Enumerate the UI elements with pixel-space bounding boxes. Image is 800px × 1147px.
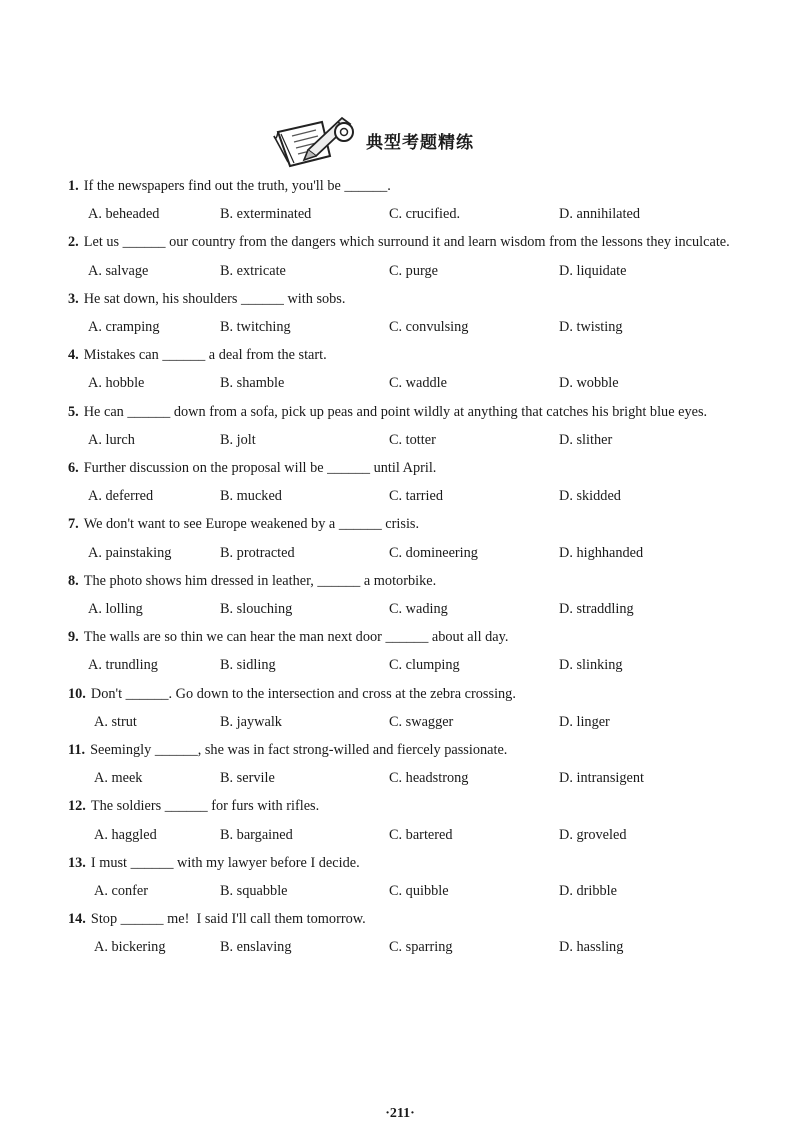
question-number: 10.: [68, 685, 86, 702]
option-d[interactable]: D. intransigent: [559, 770, 644, 787]
option-row: [68, 708, 758, 736]
question-stem: Don't ______. Go down to the intersection and cross at the zebra crossing.: [90, 685, 516, 702]
option-c[interactable]: C. convulsing: [389, 318, 469, 335]
option-d[interactable]: D. slinking: [559, 657, 623, 674]
option-a[interactable]: A. hobble: [88, 375, 145, 392]
option-b[interactable]: B. servile: [220, 770, 275, 787]
option-b[interactable]: B. sidling: [220, 657, 276, 674]
question-item: [68, 567, 758, 623]
question-item: [68, 736, 758, 792]
question-number: 13.: [68, 854, 86, 871]
question-stem: We don't want to see Europe weakened by a ______ crisis.: [83, 516, 420, 533]
question-item: [68, 228, 758, 284]
option-row: [68, 539, 758, 567]
option-c[interactable]: C. sparring: [389, 939, 453, 956]
question-number: 3.: [68, 290, 79, 307]
option-row: [68, 369, 758, 397]
option-c[interactable]: C. purge: [389, 262, 438, 279]
option-d[interactable]: D. hassling: [559, 939, 624, 956]
option-a[interactable]: A. salvage: [88, 262, 149, 279]
question-number: 7.: [68, 516, 79, 533]
question-stem: The walls are so thin we can hear the man next door ______ about all day.: [83, 629, 509, 646]
option-d[interactable]: D. twisting: [559, 318, 623, 335]
option-row: [68, 426, 758, 454]
question-item: [68, 285, 758, 341]
question-number: 11.: [68, 741, 86, 758]
option-c[interactable]: C. wading: [389, 600, 448, 617]
question-item: [68, 680, 758, 736]
notebook-pencil-icon: [270, 112, 358, 168]
question-stem: Stop ______ me! I said I'll call them tomorrow.: [90, 911, 366, 928]
option-a[interactable]: A. haggled: [94, 826, 157, 843]
question-number: 14.: [68, 911, 86, 928]
option-d[interactable]: D. dribble: [559, 882, 617, 899]
option-a[interactable]: A. deferred: [88, 488, 154, 505]
option-d[interactable]: D. highhanded: [559, 544, 644, 561]
question-item: [68, 172, 758, 228]
question-stem: Mistakes can ______ a deal from the start.: [83, 347, 327, 364]
option-d[interactable]: D. annihilated: [559, 206, 640, 223]
option-a[interactable]: A. meek: [94, 770, 143, 787]
question-number: 6.: [68, 459, 79, 476]
question-number: 12.: [68, 798, 86, 815]
option-b[interactable]: B. twitching: [220, 318, 291, 335]
question-stem: The soldiers ______ for furs with rifles.: [90, 798, 320, 815]
option-a[interactable]: A. lurch: [88, 431, 135, 448]
option-c[interactable]: C. quibble: [389, 882, 449, 899]
option-row: [68, 200, 758, 228]
question-item: [68, 398, 758, 454]
option-d[interactable]: D. slither: [559, 431, 613, 448]
option-b[interactable]: B. jaywalk: [220, 713, 282, 730]
question-item: [68, 454, 758, 510]
question-item: [68, 510, 758, 566]
option-a[interactable]: A. painstaking: [88, 544, 172, 561]
option-row: [68, 313, 758, 341]
option-a[interactable]: A. lolling: [88, 600, 143, 617]
question-item: [68, 792, 758, 848]
option-a[interactable]: A. confer: [94, 882, 148, 899]
option-row: [68, 877, 758, 905]
section-title: 典型考题精练: [366, 132, 474, 153]
option-a[interactable]: A. cramping: [88, 318, 160, 335]
option-a[interactable]: A. trundling: [88, 657, 158, 674]
option-c[interactable]: C. tarried: [389, 488, 443, 505]
question-item: [68, 849, 758, 905]
option-c[interactable]: C. swagger: [389, 713, 454, 730]
question-stem: Further discussion on the proposal will be ______ until April.: [83, 459, 437, 476]
option-row: [68, 821, 758, 849]
question-number: 8.: [68, 572, 79, 589]
option-c[interactable]: C. waddle: [389, 375, 447, 392]
question-stem: If the newspapers find out the truth, you'll be ______.: [83, 178, 391, 194]
option-d[interactable]: D. groveled: [559, 826, 627, 843]
option-row: [68, 482, 758, 510]
question-number: 9.: [68, 629, 79, 646]
question-number: 2.: [68, 234, 79, 251]
question-stem: Seemingly ______, she was in fact strong-willed and fiercely passionate.: [90, 741, 508, 758]
option-b[interactable]: B. bargained: [220, 826, 293, 843]
option-b[interactable]: B. enslaving: [220, 939, 292, 956]
question-number: 4.: [68, 347, 79, 364]
question-list: [68, 172, 758, 961]
option-b[interactable]: B. mucked: [220, 488, 282, 505]
question-item: [68, 341, 758, 397]
option-b[interactable]: B. slouching: [220, 600, 293, 617]
option-c[interactable]: C. headstrong: [389, 770, 469, 787]
option-c[interactable]: C. domineering: [389, 544, 478, 561]
page-number: ·211·: [385, 1106, 415, 1121]
option-row: [68, 651, 758, 679]
option-b[interactable]: B. protracted: [220, 544, 295, 561]
option-row: [68, 595, 758, 623]
option-a[interactable]: A. bickering: [94, 939, 166, 956]
option-d[interactable]: D. skidded: [559, 488, 621, 505]
question-number: 1.: [68, 178, 79, 194]
option-c[interactable]: C. bartered: [389, 826, 453, 843]
option-b[interactable]: B. squabble: [220, 882, 288, 899]
option-b[interactable]: B. exterminated: [220, 206, 312, 223]
option-c[interactable]: C. clumping: [389, 657, 460, 674]
question-stem: I must ______ with my lawyer before I decide.: [90, 854, 360, 871]
option-d[interactable]: D. linger: [559, 713, 610, 730]
option-b[interactable]: B. shamble: [220, 375, 285, 392]
option-c[interactable]: C. crucified.: [389, 206, 461, 223]
question-stem: He sat down, his shoulders ______ with sobs.: [83, 290, 346, 307]
question-stem: The photo shows him dressed in leather, ______ a motorbike.: [83, 572, 437, 589]
question-stem: Let us ______ our country from the dangers which surround it and learn wisdom from the lessons they inculcate.: [83, 234, 730, 251]
question-item: [68, 623, 758, 679]
option-d[interactable]: D. liquidate: [559, 262, 627, 279]
option-a[interactable]: A. strut: [94, 713, 137, 730]
option-row: [68, 764, 758, 792]
option-d[interactable]: D. wobble: [559, 375, 619, 392]
question-number: 5.: [68, 403, 79, 420]
option-row: [68, 257, 758, 285]
section-header: [270, 112, 474, 168]
option-row: [68, 933, 758, 961]
option-b[interactable]: B. jolt: [220, 431, 256, 448]
question-stem: He can ______ down from a sofa, pick up peas and point wildly at anything that catches his bright blue eyes.: [83, 403, 708, 420]
option-b[interactable]: B. extricate: [220, 262, 286, 279]
option-d[interactable]: D. straddling: [559, 600, 634, 617]
question-item: [68, 905, 758, 961]
option-c[interactable]: C. totter: [389, 431, 436, 448]
option-a[interactable]: A. beheaded: [88, 206, 160, 223]
